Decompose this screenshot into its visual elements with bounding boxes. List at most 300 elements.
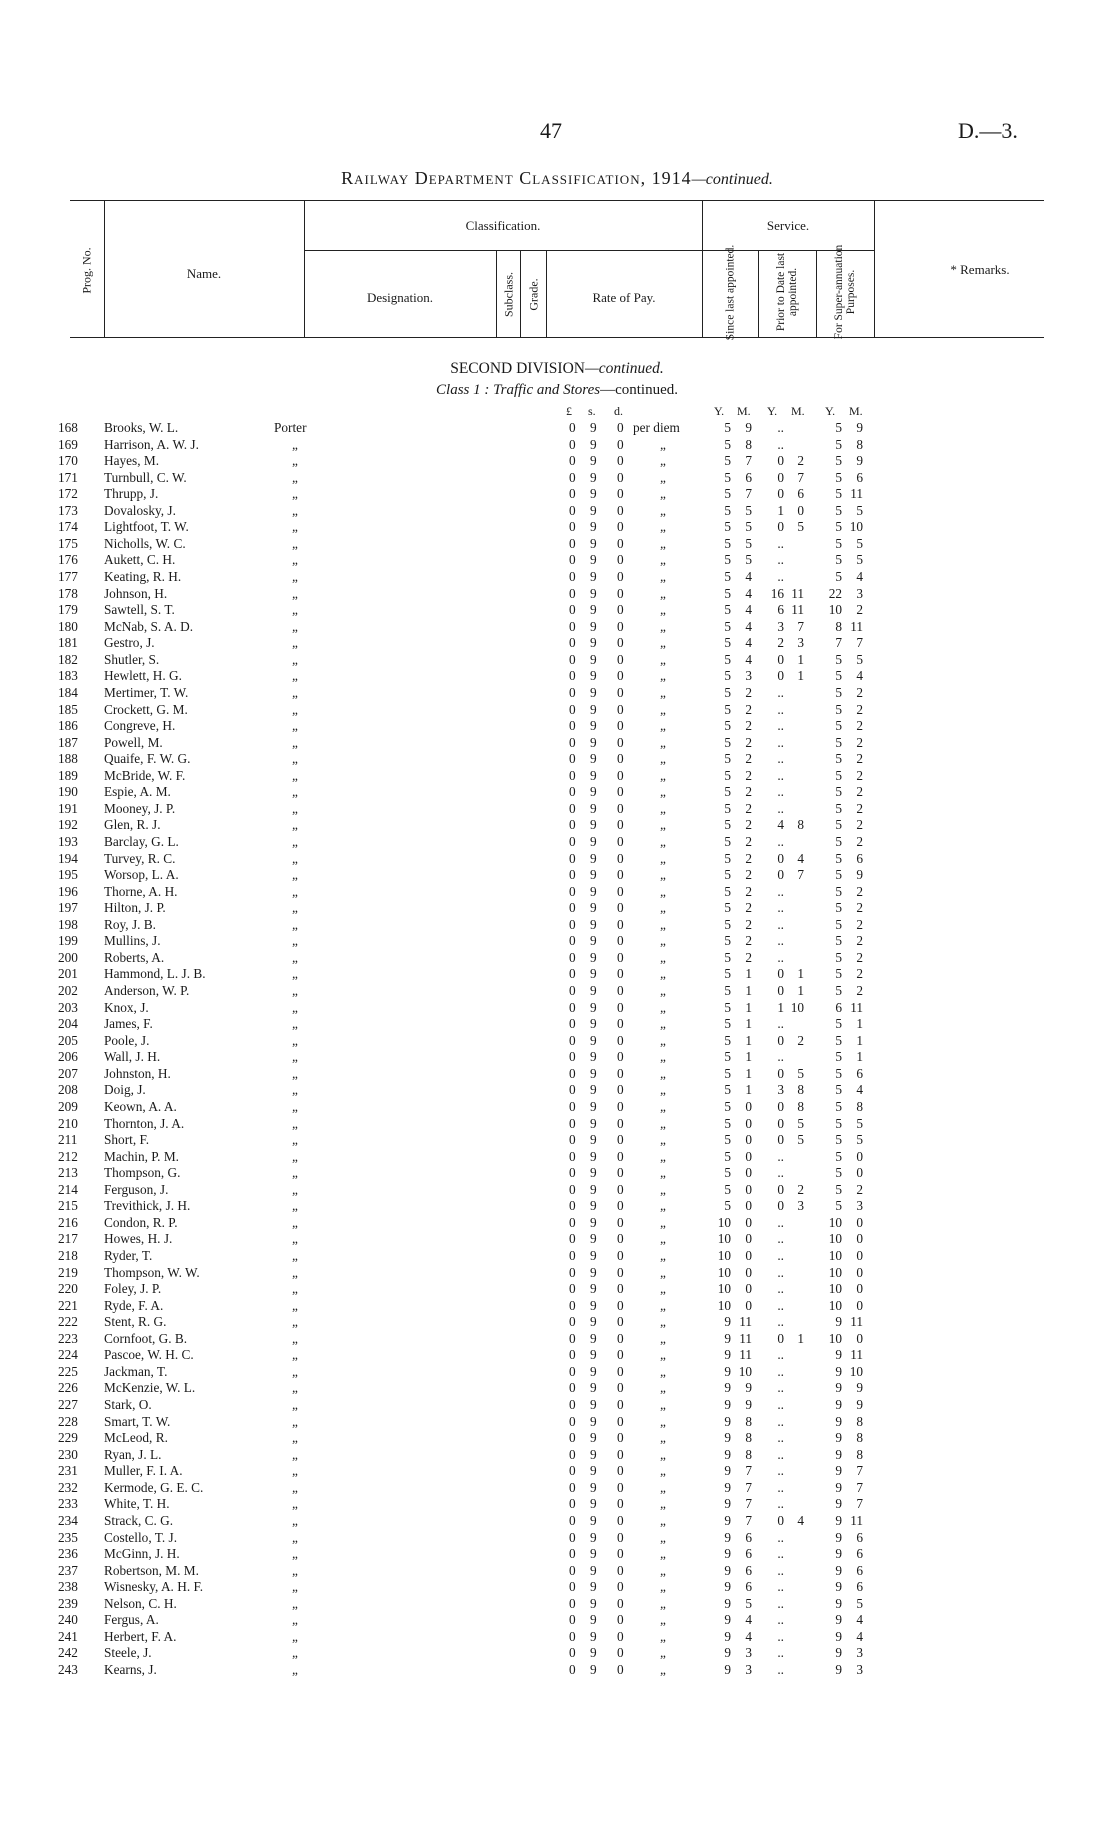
super-months: 6 xyxy=(856,1579,863,1595)
since-years: 5 xyxy=(724,784,731,800)
pay-pence: 0 xyxy=(617,1380,624,1396)
prog-no: 226 xyxy=(58,1380,78,1396)
designation: „ xyxy=(292,1579,298,1595)
since-years: 9 xyxy=(724,1645,731,1661)
prior-years: .. xyxy=(777,1214,784,1230)
prog-no: 210 xyxy=(58,1115,78,1131)
staff-name: Lightfoot, T. W. xyxy=(104,519,189,535)
designation: „ xyxy=(292,1529,298,1545)
since-years: 5 xyxy=(724,817,731,833)
super-months: 0 xyxy=(856,1148,863,1164)
staff-name: Powell, M. xyxy=(104,734,163,750)
staff-name: Howes, H. J. xyxy=(104,1231,173,1247)
staff-name: Mooney, J. P. xyxy=(104,800,176,816)
prior-months: 5 xyxy=(797,1065,804,1081)
since-years: 5 xyxy=(724,502,731,518)
pay-unit: „ xyxy=(660,1562,666,1578)
pay-pounds: 0 xyxy=(569,1662,576,1677)
super-months: 6 xyxy=(856,469,863,485)
super-years: 5 xyxy=(835,767,842,783)
pay-unit: per diem xyxy=(633,420,680,435)
since-years: 5 xyxy=(724,420,731,435)
table-row xyxy=(0,1513,1114,1530)
prior-years: .. xyxy=(777,1595,784,1611)
designation: „ xyxy=(292,834,298,849)
pay-pence: 0 xyxy=(617,668,624,684)
staff-name: Stark, O. xyxy=(104,1397,152,1413)
pay-shillings: 9 xyxy=(590,1148,597,1164)
prog-no: 220 xyxy=(58,1281,78,1297)
designation: „ xyxy=(292,1595,298,1611)
prior-months: 8 xyxy=(797,1098,804,1114)
table-row xyxy=(0,851,1114,868)
since-years: 5 xyxy=(724,734,731,750)
prior-months: 7 xyxy=(797,867,804,883)
since-months: 9 xyxy=(745,1380,752,1396)
staff-name: Anderson, W. P. xyxy=(104,983,190,999)
pay-unit: „ xyxy=(660,1413,666,1429)
prior-years: .. xyxy=(777,834,784,849)
pay-unit: „ xyxy=(660,1148,666,1164)
pay-pence: 0 xyxy=(617,1363,624,1379)
since-years: 9 xyxy=(724,1363,731,1379)
pay-pounds: 0 xyxy=(569,1347,576,1363)
prior-years: .. xyxy=(777,436,784,452)
table-row xyxy=(0,834,1114,851)
page-title-continued: —continued. xyxy=(691,171,773,188)
prior-years: .. xyxy=(777,1363,784,1379)
super-years: 9 xyxy=(835,1446,842,1462)
prog-no: 215 xyxy=(58,1198,78,1214)
staff-name: Dovalosky, J. xyxy=(104,502,176,518)
prior-years: .. xyxy=(777,718,784,734)
pay-shillings: 9 xyxy=(590,519,597,535)
since-years: 9 xyxy=(724,1496,731,1512)
pay-shillings: 9 xyxy=(590,585,597,601)
pay-pence: 0 xyxy=(617,949,624,965)
pay-pence: 0 xyxy=(617,784,624,800)
prior-years: 2 xyxy=(777,635,784,651)
prior-months: 11 xyxy=(791,602,804,618)
table-row xyxy=(0,1314,1114,1331)
super-months: 2 xyxy=(856,817,863,833)
prior-months: 7 xyxy=(797,469,804,485)
pay-unit: „ xyxy=(660,1248,666,1263)
table-row xyxy=(0,917,1114,934)
prog-no: 213 xyxy=(58,1165,78,1181)
since-months: 0 xyxy=(745,1115,752,1131)
pay-pence: 0 xyxy=(617,1330,624,1346)
pay-shillings: 9 xyxy=(590,1479,597,1495)
since-years: 5 xyxy=(724,966,731,982)
super-years: 5 xyxy=(835,817,842,833)
pay-shillings: 9 xyxy=(590,1132,597,1148)
super-months: 7 xyxy=(856,635,863,651)
staff-name: Robertson, M. M. xyxy=(104,1562,199,1578)
staff-name: Mertimer, T. W. xyxy=(104,684,189,700)
pay-shillings: 9 xyxy=(590,800,597,816)
unit-years-prior: Y. xyxy=(767,404,778,418)
table-row xyxy=(0,1612,1114,1629)
pay-pounds: 0 xyxy=(569,1032,576,1048)
since-years: 5 xyxy=(724,999,731,1015)
pay-shillings: 9 xyxy=(590,469,597,485)
prior-years: 3 xyxy=(777,1082,784,1098)
super-months: 9 xyxy=(856,1397,863,1413)
super-years: 6 xyxy=(835,999,842,1015)
super-years: 5 xyxy=(835,983,842,999)
super-years: 5 xyxy=(835,800,842,816)
pay-shillings: 9 xyxy=(590,502,597,518)
super-years: 5 xyxy=(835,453,842,469)
since-years: 5 xyxy=(724,767,731,783)
prior-months: 1 xyxy=(797,966,804,982)
since-years: 5 xyxy=(724,718,731,734)
pay-pounds: 0 xyxy=(569,1231,576,1247)
prior-years: .. xyxy=(777,1612,784,1628)
prog-no: 216 xyxy=(58,1214,78,1230)
prior-years: .. xyxy=(777,1463,784,1479)
super-years: 10 xyxy=(828,1248,842,1263)
designation: „ xyxy=(292,1264,298,1280)
designation: „ xyxy=(292,1397,298,1413)
table-row xyxy=(0,437,1114,454)
since-years: 5 xyxy=(724,1115,731,1131)
super-months: 8 xyxy=(856,1413,863,1429)
pay-pence: 0 xyxy=(617,651,624,667)
super-months: 5 xyxy=(856,502,863,518)
prior-months: 0 xyxy=(797,502,804,518)
super-months: 2 xyxy=(856,800,863,816)
super-months: 8 xyxy=(856,436,863,452)
table-row xyxy=(0,1116,1114,1133)
table-row xyxy=(0,1662,1114,1679)
designation: „ xyxy=(292,1463,298,1479)
table-row xyxy=(0,1347,1114,1364)
designation: „ xyxy=(292,1612,298,1628)
super-months: 6 xyxy=(856,850,863,866)
staff-name: James, F. xyxy=(104,1016,153,1032)
super-months: 0 xyxy=(856,1231,863,1247)
super-months: 2 xyxy=(856,701,863,717)
table-row xyxy=(0,602,1114,619)
super-years: 10 xyxy=(828,1264,842,1280)
pay-pounds: 0 xyxy=(569,949,576,965)
pay-pounds: 0 xyxy=(569,569,576,585)
prog-no: 230 xyxy=(58,1446,78,1462)
table-row xyxy=(0,652,1114,669)
super-years: 5 xyxy=(835,966,842,982)
header-bottom-rule xyxy=(70,337,1044,338)
staff-name: Nelson, C. H. xyxy=(104,1595,177,1611)
pay-unit: „ xyxy=(660,883,666,899)
pay-shillings: 9 xyxy=(590,1231,597,1247)
designation: „ xyxy=(292,1347,298,1363)
super-months: 10 xyxy=(849,1363,863,1379)
pay-pounds: 0 xyxy=(569,767,576,783)
pay-pence: 0 xyxy=(617,1546,624,1562)
designation: „ xyxy=(292,1330,298,1346)
pay-shillings: 9 xyxy=(590,1032,597,1048)
super-months: 0 xyxy=(856,1165,863,1181)
pay-pence: 0 xyxy=(617,1264,624,1280)
designation: „ xyxy=(292,734,298,750)
pay-pence: 0 xyxy=(617,767,624,783)
pay-unit: „ xyxy=(660,1645,666,1661)
pay-shillings: 9 xyxy=(590,933,597,949)
since-years: 5 xyxy=(724,651,731,667)
prog-no: 184 xyxy=(58,684,78,700)
since-years: 10 xyxy=(717,1297,731,1313)
pay-pence: 0 xyxy=(617,684,624,700)
designation: „ xyxy=(292,999,298,1015)
pay-pounds: 0 xyxy=(569,751,576,767)
since-months: 9 xyxy=(745,420,752,435)
designation: „ xyxy=(292,1198,298,1214)
table-row xyxy=(0,685,1114,702)
pay-pounds: 0 xyxy=(569,784,576,800)
prior-years: .. xyxy=(777,800,784,816)
pay-unit: „ xyxy=(660,834,666,849)
designation: „ xyxy=(292,916,298,932)
staff-name: Johnston, H. xyxy=(104,1065,171,1081)
designation: „ xyxy=(292,751,298,767)
pay-pounds: 0 xyxy=(569,1628,576,1644)
since-years: 5 xyxy=(724,850,731,866)
table-row xyxy=(0,1149,1114,1166)
since-years: 5 xyxy=(724,751,731,767)
pay-pence: 0 xyxy=(617,618,624,634)
pay-pounds: 0 xyxy=(569,535,576,551)
super-months: 5 xyxy=(856,1595,863,1611)
super-years: 5 xyxy=(835,834,842,849)
pay-shillings: 9 xyxy=(590,701,597,717)
pay-shillings: 9 xyxy=(590,552,597,568)
prior-years: 0 xyxy=(777,1098,784,1114)
pay-pence: 0 xyxy=(617,916,624,932)
pay-pounds: 0 xyxy=(569,867,576,883)
pay-unit: „ xyxy=(660,486,666,502)
table-row xyxy=(0,420,1114,437)
prior-years: .. xyxy=(777,1347,784,1363)
staff-name: Herbert, F. A. xyxy=(104,1628,177,1644)
staff-name: Ryde, F. A. xyxy=(104,1297,164,1313)
super-months: 0 xyxy=(856,1248,863,1263)
super-years: 5 xyxy=(835,1115,842,1131)
pay-shillings: 9 xyxy=(590,1214,597,1230)
since-months: 2 xyxy=(745,867,752,883)
document-reference: D.—3. xyxy=(958,118,1018,143)
pay-unit: „ xyxy=(660,1512,666,1528)
prog-no: 211 xyxy=(58,1132,78,1148)
since-months: 4 xyxy=(745,569,752,585)
since-months: 4 xyxy=(745,618,752,634)
since-years: 5 xyxy=(724,1082,731,1098)
since-months: 8 xyxy=(745,1446,752,1462)
pay-unit: „ xyxy=(660,1098,666,1114)
designation: „ xyxy=(292,486,298,502)
since-years: 5 xyxy=(724,1098,731,1114)
pay-shillings: 9 xyxy=(590,1612,597,1628)
designation: „ xyxy=(292,1430,298,1446)
prior-months: 1 xyxy=(797,651,804,667)
pay-unit: „ xyxy=(660,1397,666,1413)
staff-name: Sawtell, S. T. xyxy=(104,602,175,618)
prior-years: .. xyxy=(777,900,784,916)
super-years: 5 xyxy=(835,701,842,717)
pay-shillings: 9 xyxy=(590,966,597,982)
pay-shillings: 9 xyxy=(590,1264,597,1280)
prior-years: .. xyxy=(777,701,784,717)
since-years: 5 xyxy=(724,900,731,916)
pay-pence: 0 xyxy=(617,900,624,916)
designation: „ xyxy=(292,552,298,568)
super-years: 7 xyxy=(835,635,842,651)
designation: „ xyxy=(292,850,298,866)
since-years: 9 xyxy=(724,1397,731,1413)
designation: „ xyxy=(292,1065,298,1081)
pay-pence: 0 xyxy=(617,1463,624,1479)
staff-name: McKenzie, W. L. xyxy=(104,1380,196,1396)
super-years: 5 xyxy=(835,519,842,535)
prior-months: 4 xyxy=(797,1512,804,1528)
pay-unit: „ xyxy=(660,1264,666,1280)
table-row xyxy=(0,1645,1114,1662)
pay-pence: 0 xyxy=(617,1148,624,1164)
prog-no: 239 xyxy=(58,1595,78,1611)
pay-pounds: 0 xyxy=(569,800,576,816)
prior-months: 10 xyxy=(790,999,804,1015)
pay-pounds: 0 xyxy=(569,1562,576,1578)
designation: „ xyxy=(292,1115,298,1131)
pay-pence: 0 xyxy=(617,1347,624,1363)
page-title-main: Railway Department Classification, 1914 xyxy=(341,168,692,188)
pay-pounds: 0 xyxy=(569,1098,576,1114)
super-months: 4 xyxy=(856,1628,863,1644)
pay-pence: 0 xyxy=(617,1032,624,1048)
pay-pounds: 0 xyxy=(569,1297,576,1313)
super-months: 2 xyxy=(856,983,863,999)
prior-months: 5 xyxy=(797,1115,804,1131)
table-row xyxy=(0,768,1114,785)
pay-pounds: 0 xyxy=(569,718,576,734)
since-months: 10 xyxy=(738,1363,752,1379)
staff-name: Cornfoot, G. B. xyxy=(104,1330,188,1346)
pay-unit: „ xyxy=(660,1463,666,1479)
prog-no: 225 xyxy=(58,1363,78,1379)
super-years: 10 xyxy=(828,1330,842,1346)
pay-shillings: 9 xyxy=(590,1330,597,1346)
table-row xyxy=(0,1397,1114,1414)
super-months: 2 xyxy=(856,784,863,800)
super-months: 0 xyxy=(856,1214,863,1230)
since-years: 5 xyxy=(724,933,731,949)
prog-no: 170 xyxy=(58,453,78,469)
table-row xyxy=(0,1380,1114,1397)
since-months: 3 xyxy=(745,668,752,684)
pay-shillings: 9 xyxy=(590,1297,597,1313)
pay-unit: „ xyxy=(660,1297,666,1313)
pay-pounds: 0 xyxy=(569,933,576,949)
table-row xyxy=(0,635,1114,652)
pay-unit: „ xyxy=(660,1479,666,1495)
prior-years: 0 xyxy=(777,519,784,535)
pay-pounds: 0 xyxy=(569,1579,576,1595)
prior-years: 0 xyxy=(777,486,784,502)
header-subclass: Subclass. xyxy=(501,272,516,317)
designation: „ xyxy=(292,1214,298,1230)
since-years: 5 xyxy=(724,552,731,568)
prog-no: 175 xyxy=(58,535,78,551)
prior-years: .. xyxy=(777,1248,784,1263)
since-years: 9 xyxy=(724,1479,731,1495)
super-years: 10 xyxy=(828,1214,842,1230)
pay-pounds: 0 xyxy=(569,684,576,700)
since-years: 9 xyxy=(724,1314,731,1330)
designation: „ xyxy=(292,1496,298,1512)
pay-shillings: 9 xyxy=(590,1281,597,1297)
prog-no: 189 xyxy=(58,767,78,783)
super-years: 5 xyxy=(835,1032,842,1048)
since-years: 5 xyxy=(724,1049,731,1065)
pay-unit: „ xyxy=(660,684,666,700)
super-years: 5 xyxy=(835,420,842,435)
pay-pence: 0 xyxy=(617,1562,624,1578)
prog-no: 193 xyxy=(58,834,78,849)
prior-months: 7 xyxy=(797,618,804,634)
since-years: 5 xyxy=(724,668,731,684)
designation: „ xyxy=(292,602,298,618)
table-row xyxy=(0,784,1114,801)
pay-pence: 0 xyxy=(617,436,624,452)
pay-pence: 0 xyxy=(617,585,624,601)
staff-name: Quaife, F. W. G. xyxy=(104,751,191,767)
super-months: 11 xyxy=(850,1347,863,1363)
super-months: 2 xyxy=(856,916,863,932)
unit-years-since: Y. xyxy=(714,404,725,418)
prog-no: 192 xyxy=(58,817,78,833)
super-months: 4 xyxy=(856,1082,863,1098)
pay-shillings: 9 xyxy=(590,684,597,700)
prior-years: .. xyxy=(777,1529,784,1545)
pay-unit: „ xyxy=(660,1628,666,1644)
designation: „ xyxy=(292,1380,298,1396)
pay-shillings: 9 xyxy=(590,1562,597,1578)
super-years: 9 xyxy=(835,1479,842,1495)
pay-pence: 0 xyxy=(617,469,624,485)
designation: „ xyxy=(292,1132,298,1148)
super-years: 5 xyxy=(835,469,842,485)
prog-no: 224 xyxy=(58,1347,78,1363)
pay-unit: „ xyxy=(660,1662,666,1677)
staff-name: Hammond, L. J. B. xyxy=(104,966,206,982)
prior-years: .. xyxy=(777,916,784,932)
table-row xyxy=(0,1298,1114,1315)
designation: „ xyxy=(292,436,298,452)
pay-unit: „ xyxy=(660,1314,666,1330)
super-months: 6 xyxy=(856,1529,863,1545)
since-years: 9 xyxy=(724,1413,731,1429)
since-months: 4 xyxy=(745,1628,752,1644)
super-months: 2 xyxy=(856,1181,863,1197)
pay-unit: „ xyxy=(660,1198,666,1214)
unit-months-since: M. xyxy=(737,404,751,418)
since-months: 7 xyxy=(745,1479,752,1495)
prog-no: 214 xyxy=(58,1181,78,1197)
super-months: 6 xyxy=(856,1546,863,1562)
staff-name: Crockett, G. M. xyxy=(104,701,188,717)
pay-pence: 0 xyxy=(617,1049,624,1065)
